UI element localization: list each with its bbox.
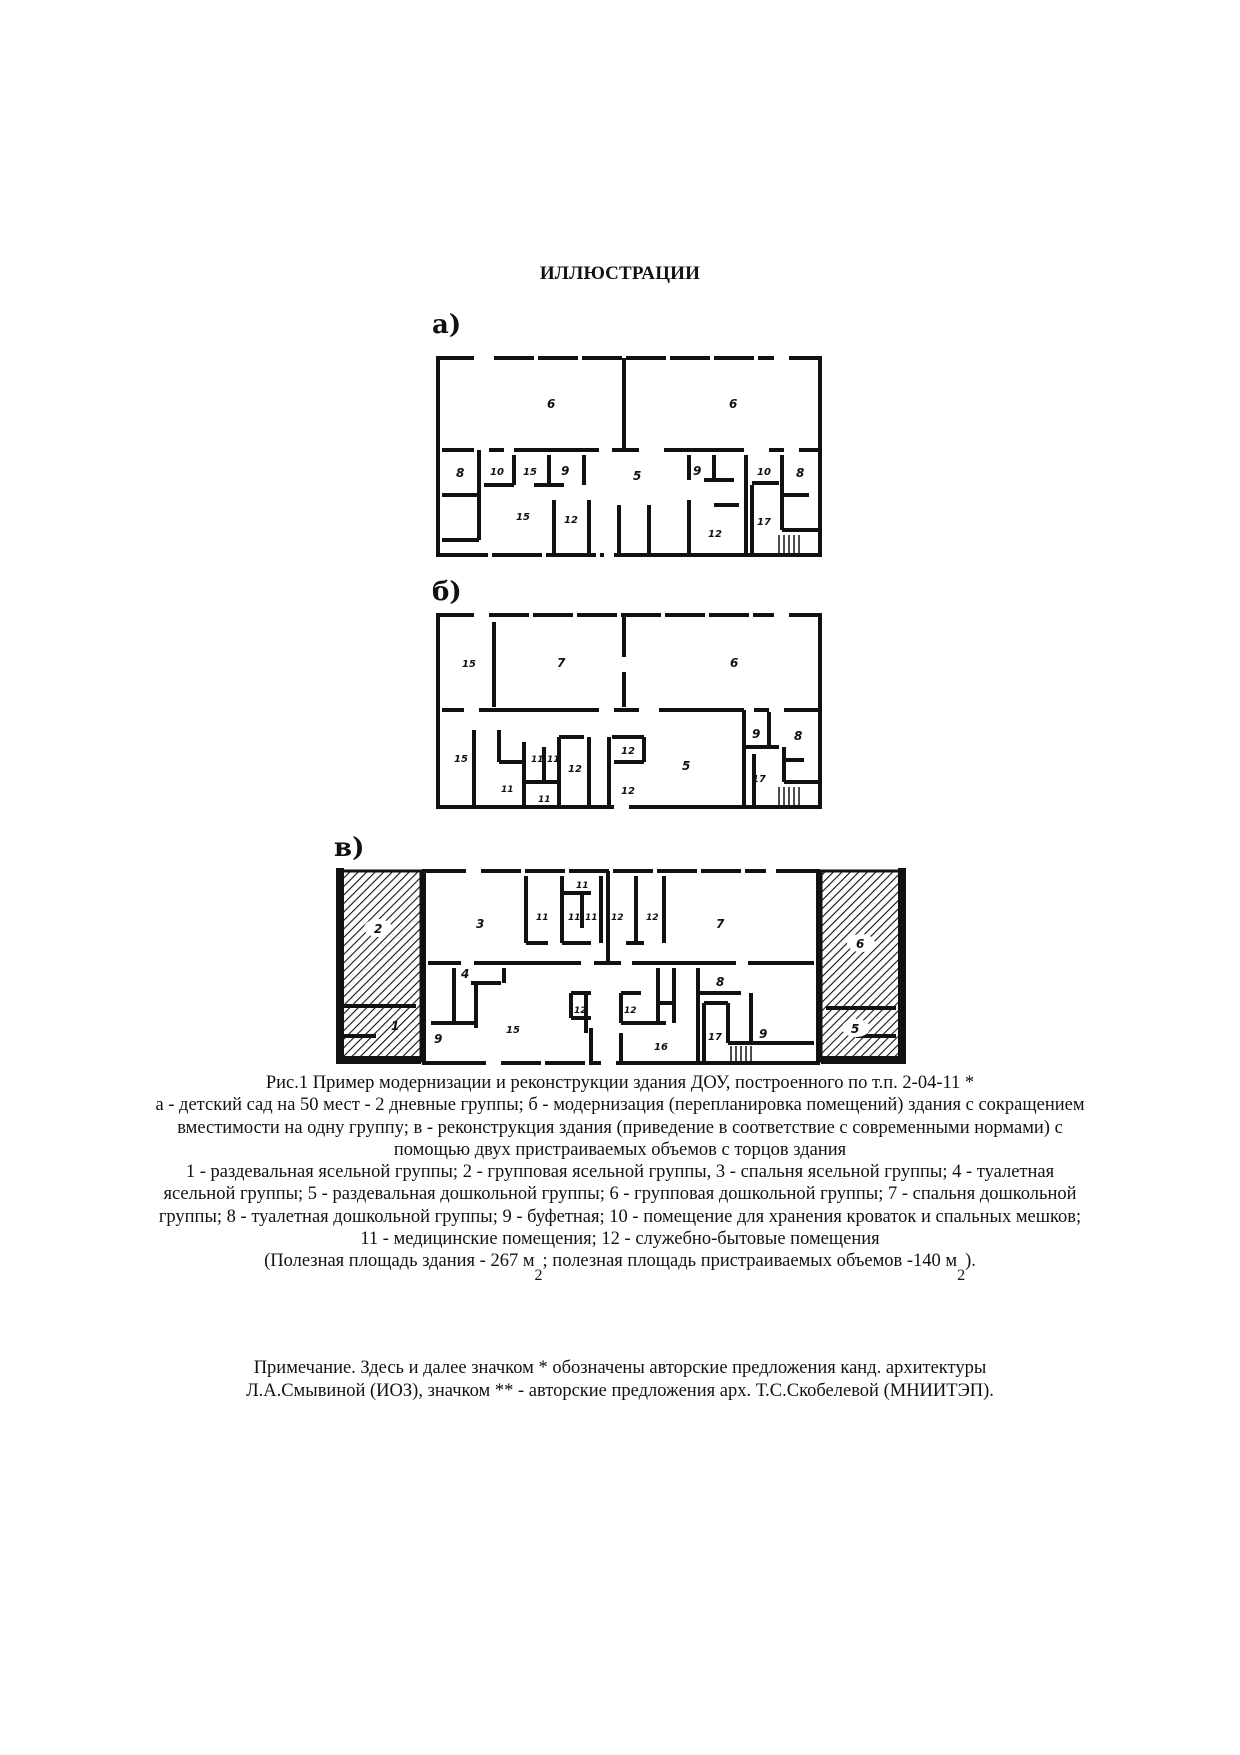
svg-text:11: 11	[585, 913, 598, 923]
svg-text:12: 12	[621, 746, 635, 757]
svg-text:12: 12	[646, 913, 659, 923]
svg-text:11: 11	[501, 785, 514, 795]
svg-text:15: 15	[516, 512, 530, 523]
svg-text:9: 9	[759, 1027, 768, 1041]
svg-text:11: 11	[576, 881, 589, 891]
floor-plan-v-drawing	[336, 868, 906, 1066]
svg-text:5: 5	[682, 759, 691, 773]
svg-text:11: 11	[547, 755, 560, 765]
svg-text:3: 3	[476, 917, 485, 931]
area-text-3: ).	[965, 1251, 976, 1272]
svg-text:15: 15	[454, 754, 468, 765]
caption-title: Рис.1 Пример модернизации и реконструкции здания ДОУ, построенного по т.п. 2-04-11 *	[265, 1073, 975, 1093]
svg-text:12: 12	[564, 515, 578, 526]
svg-text:9: 9	[752, 727, 761, 741]
figure-caption	[150, 1072, 1090, 1285]
svg-text:10: 10	[490, 467, 504, 478]
caption-legend: 1 - раздевальная ясельной группы; 2 - групповая ясельной группы, 3 - спальня ясельной группы; 4 - туалетная ясельной группы; 5 - раздевальная дошкольной группы; 6 - групповая дошкольной группы; 7 - спальня дошкольной группы; 8 - туалетная дошкольной группы; 9 - буфетная; 10 - помещение для хранения кроваток и спальных мешков; 11 - медицинские помещения; 12 - служебно-бытовые помещения	[158, 1162, 1082, 1250]
svg-text:1: 1	[391, 1019, 400, 1033]
svg-text:6: 6	[729, 397, 738, 411]
svg-text:2: 2	[374, 922, 383, 936]
floor-plan-b	[434, 612, 824, 810]
figure-label-v: в)	[334, 833, 365, 863]
svg-text:17: 17	[757, 517, 771, 528]
svg-text:12: 12	[624, 1006, 637, 1016]
svg-text:15: 15	[523, 467, 537, 478]
svg-text:11: 11	[538, 795, 551, 805]
svg-text:15: 15	[506, 1025, 520, 1036]
figure-label-a: а)	[432, 310, 462, 340]
page-heading: ИЛЛЮСТРАЦИИ	[539, 263, 701, 284]
svg-text:12: 12	[611, 913, 624, 923]
caption-area	[150, 1250, 1090, 1285]
svg-text:9: 9	[561, 464, 570, 478]
svg-text:15: 15	[462, 659, 476, 670]
svg-text:8: 8	[796, 466, 805, 480]
svg-text:17: 17	[708, 1032, 722, 1043]
floor-plan-b-drawing	[434, 612, 824, 810]
author-note	[150, 1357, 1090, 1403]
floor-plan-a	[434, 355, 824, 560]
svg-text:12: 12	[568, 764, 582, 775]
svg-text:5: 5	[851, 1022, 860, 1036]
figure-label-b: б)	[432, 577, 462, 607]
svg-text:7: 7	[557, 656, 566, 670]
note-line-1: Примечание. Здесь и далее значком * обозначены авторские предложения канд. архитектуры	[253, 1358, 987, 1378]
floor-plan-a-drawing	[434, 355, 824, 560]
area-unit-sup-1: 2	[534, 1267, 543, 1285]
svg-text:12: 12	[708, 529, 722, 540]
svg-text:9: 9	[434, 1032, 443, 1046]
svg-text:9: 9	[693, 464, 702, 478]
area-text-1: (Полезная площадь здания - 267 м	[264, 1251, 535, 1272]
area-text-2: ; полезная площадь пристраиваемых объемов -140 м	[542, 1251, 958, 1272]
svg-text:8: 8	[794, 729, 803, 743]
svg-text:11: 11	[531, 755, 544, 765]
svg-text:6: 6	[547, 397, 556, 411]
floor-plan-v	[336, 868, 906, 1066]
svg-text:6: 6	[856, 937, 865, 951]
svg-text:11: 11	[568, 913, 581, 923]
note-line-2: Л.А.Смывиной (ИОЗ), значком ** - авторские предложения арх. Т.С.Скобелевой (МНИИТЭП).	[246, 1381, 994, 1401]
svg-text:16: 16	[654, 1042, 668, 1053]
svg-text:12: 12	[621, 786, 635, 797]
svg-text:11: 11	[536, 913, 549, 923]
svg-text:7: 7	[716, 917, 725, 931]
svg-text:8: 8	[716, 975, 725, 989]
svg-text:17: 17	[752, 774, 766, 785]
svg-text:12: 12	[574, 1006, 587, 1016]
svg-text:6: 6	[730, 656, 739, 670]
svg-text:10: 10	[757, 467, 771, 478]
caption-description: а - детский сад на 50 мест - 2 дневные группы; б - модернизация (перепланировка помещений) здания с сокращением вместимости на одну группу; в - реконструкция здания (приведение в соответствие с современными нормами) с помощью двух пристраиваемых объемов с торцов здания	[155, 1095, 1085, 1160]
area-unit-sup-2: 2	[957, 1267, 966, 1285]
svg-text:4: 4	[461, 967, 470, 981]
svg-text:5: 5	[633, 469, 642, 483]
svg-text:8: 8	[456, 466, 465, 480]
